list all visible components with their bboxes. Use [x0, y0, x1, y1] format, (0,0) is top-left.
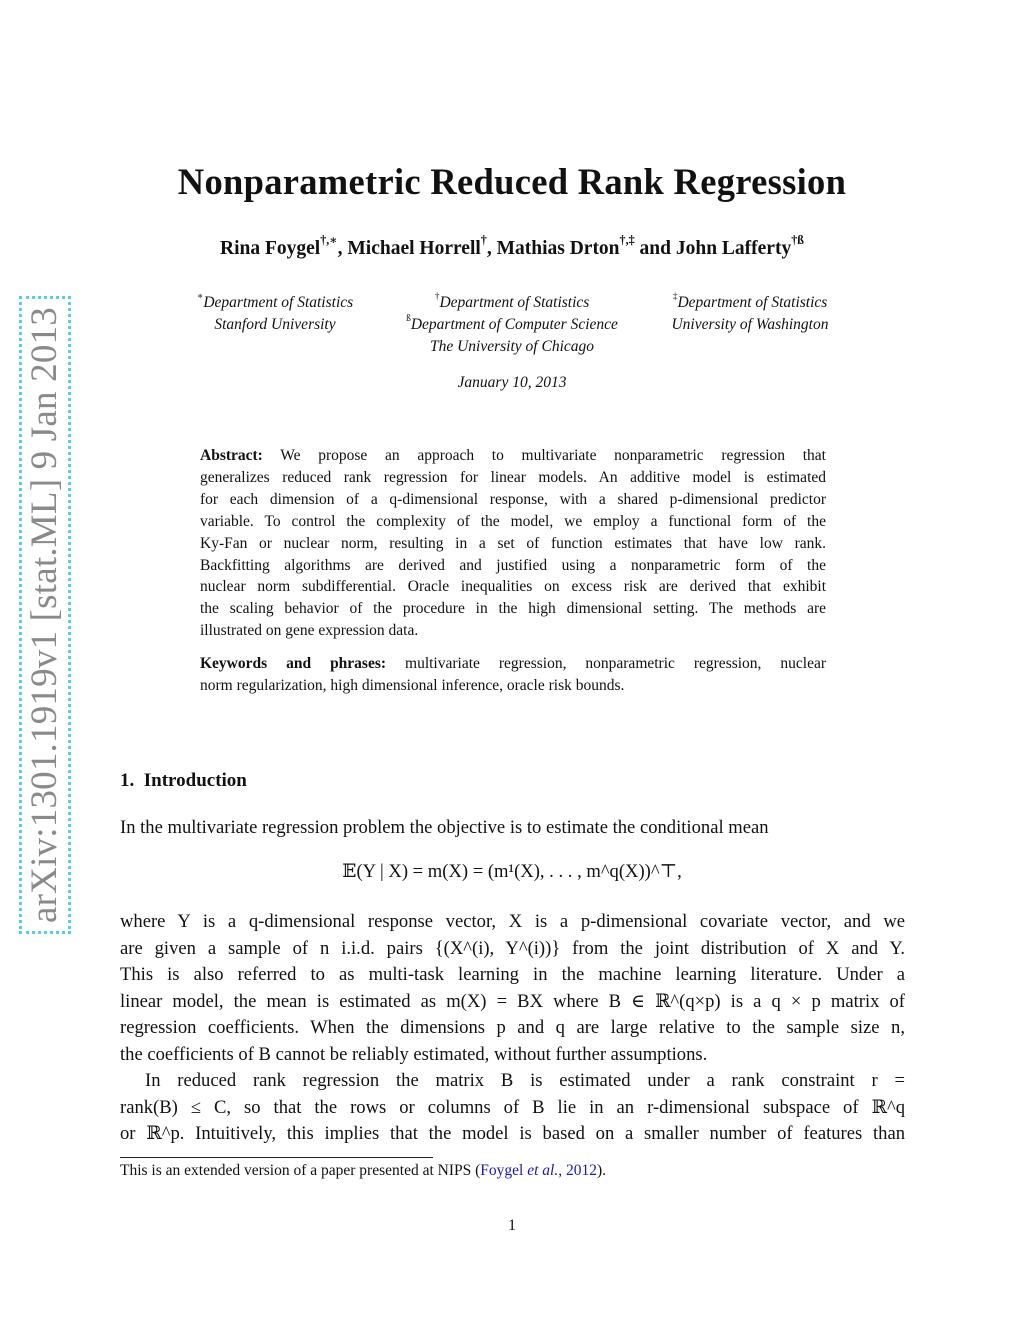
arxiv-stamp[interactable]: arXiv:1301.1919v1 [stat.ML] 9 Jan 2013: [19, 296, 71, 934]
abstract-line: [200, 445, 826, 467]
section-number: 1.: [120, 770, 135, 791]
affil-mark: ∗: [196, 290, 204, 302]
affil-line: The University of Chicago: [429, 338, 595, 355]
abstract-line: nuclear norm subdifferential. Oracle inequalities on excess risk are derived that exhibit: [200, 578, 826, 596]
affil-line: Stanford University: [214, 316, 336, 333]
author-name: John Lafferty: [675, 238, 792, 259]
footnote-text: This is an extended version of a paper presented at NIPS (: [120, 1162, 481, 1179]
author-separator: and: [634, 238, 676, 259]
cite-etal: et al.: [527, 1162, 559, 1179]
affil-line: Department of Statistics: [677, 294, 828, 311]
author-affil-mark: †: [480, 233, 487, 248]
affil-line: University of Washington: [671, 316, 829, 333]
paragraph-line: rank(B) ≤ C, so that the rows or columns of B lie in an r-dimensional subspace of ℝ^q: [120, 1096, 905, 1118]
paper-title: Nonparametric Reduced Rank Regression: [177, 161, 847, 202]
affil-mark: ‡: [672, 290, 678, 302]
paragraph-line: In reduced rank regression the matrix B is estimated under a rank constraint r =: [145, 1070, 905, 1091]
abstract-line: Ky-Fan or nuclear norm, resulting in a set of function estimates that have low rank.: [200, 534, 826, 552]
author-affil-mark: †,∗: [320, 233, 338, 248]
paragraph-line: This is also referred to as multi-task learning in the machine learning literature. Under a: [120, 964, 905, 986]
paragraph-line: where Y is a q-dimensional response vector, X is a p-dimensional covariate vector, and we: [120, 911, 905, 932]
footnote: [120, 1162, 905, 1180]
citation-link[interactable]: Foygel et al., 2012: [480, 1162, 597, 1179]
abstract-line: illustrated on gene expression data.: [200, 622, 419, 640]
equation-conditional-mean: 𝔼(Y | X) = m(X) = (m¹(X), . . . , m^q(X))^⊤,: [342, 861, 682, 882]
author-affil-mark: †,‡: [619, 233, 635, 248]
affiliation-washington: [610, 292, 890, 336]
abstract-line: for each dimension of a q-dimensional response, with a shared p-dimensional predictor: [200, 490, 826, 508]
abstract-line: the scaling behavior of the procedure in the high dimensional setting. The methods are: [200, 600, 826, 618]
author-name: Michael Horrell: [347, 238, 481, 259]
paragraph-line: or ℝ^p. Intuitively, this implies that the model is based on a smaller number of features than: [120, 1123, 905, 1145]
affil-line: Department of Statistics: [203, 294, 354, 311]
abstract: [200, 445, 826, 642]
abstract-line: Backfitting algorithms are derived and justified using a nonparametric form of the: [200, 556, 826, 574]
page-number: 1: [508, 1217, 516, 1234]
keywords-line: [200, 653, 826, 675]
section-heading: [120, 770, 247, 792]
author-affil-mark: †ß: [791, 233, 804, 248]
author-name: Mathias Drton: [496, 238, 620, 259]
paragraph-line: linear model, the mean is estimated as m(X) = BX where B ∈ ℝ^(q×p) is a q × p matrix of: [120, 990, 905, 1012]
abstract-line: variable. To control the complexity of the model, we employ a functional form of the: [200, 512, 826, 530]
abstract-line: generalizes reduced rank regression for linear models. An additive model is estimated: [200, 468, 826, 486]
affil-mark: †: [434, 290, 440, 302]
intro-paragraph-1: In the multivariate regression problem the objective is to estimate the conditional mean: [120, 817, 769, 838]
paper-date: January 10, 2013: [457, 374, 567, 391]
affil-line: Department of Computer Science: [410, 316, 618, 333]
section-title: Introduction: [143, 770, 247, 791]
intro-paragraph-2: [120, 909, 905, 1069]
abstract-label: Abstract:: [200, 447, 263, 464]
paragraph-line: are given a sample of n i.i.d. pairs {(X^(i), Y^(i))} from the joint distribution of X and Y.: [120, 937, 905, 959]
keywords: [200, 653, 826, 697]
affil-line: Department of Statistics: [439, 294, 590, 311]
paragraph-line: regression coefficients. When the dimensions p and q are large relative to the sample size n,: [120, 1017, 905, 1039]
intro-paragraph-3: [120, 1068, 905, 1148]
affil-mark: ß: [406, 312, 411, 324]
abstract-text: We propose an approach to multivariate nonparametric regression that: [280, 447, 826, 464]
keywords-text: multivariate regression, nonparametric regression, nuclear: [405, 655, 826, 672]
keywords-label: Keywords and phrases:: [200, 655, 387, 672]
paragraph-line: the coefficients of B cannot be reliably estimated, without further assumptions.: [120, 1043, 708, 1065]
footnote-rule: [120, 1157, 433, 1158]
cite-year: 2012: [565, 1162, 597, 1179]
cite-author: Foygel: [480, 1162, 524, 1179]
keywords-line: norm regularization, high dimensional inference, oracle risk bounds.: [200, 676, 625, 694]
author-name: Rina Foygel: [220, 238, 321, 259]
author-separator: ,: [337, 238, 348, 259]
footnote-close: ).: [596, 1162, 607, 1179]
author-separator: ,: [486, 238, 497, 259]
author-list: [0, 233, 1024, 260]
